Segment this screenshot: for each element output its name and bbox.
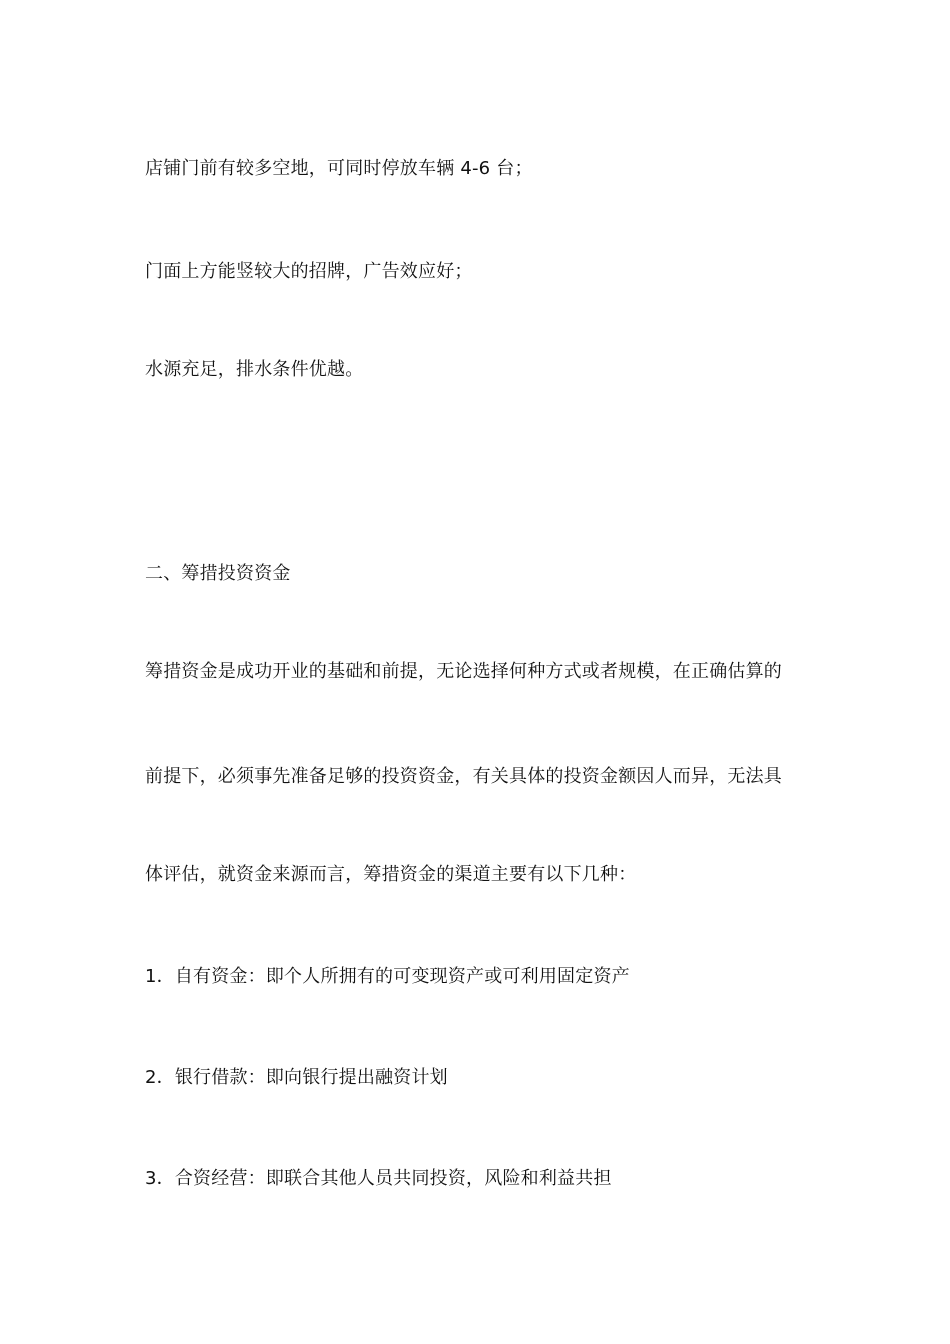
paragraph-line: 前提下，必须事先准备足够的投资资金，有关具体的投资金额因人而异，无法具	[145, 766, 782, 787]
paragraph-line: 体评估，就资金来源而言，筹措资金的渠道主要有以下几种：	[145, 864, 637, 885]
list-item: 2．银行借款：即向银行提出融资计划	[145, 1067, 448, 1088]
text-line-parking: 店铺门前有较多空地，可同时停放车辆 4-6 台；	[145, 158, 533, 179]
text-line-signboard: 门面上方能竖较大的招牌，广告效应好；	[145, 261, 473, 282]
section-heading: 二、筹措投资资金	[145, 563, 291, 584]
text-line-water: 水源充足，排水条件优越。	[145, 359, 364, 380]
list-item: 1．自有资金：即个人所拥有的可变现资产或可利用固定资产	[145, 966, 630, 987]
list-item: 3．合资经营：即联合其他人员共同投资，风险和利益共担	[145, 1168, 612, 1189]
paragraph-line: 筹措资金是成功开业的基础和前提，无论选择何种方式或者规模，在正确估算的	[145, 661, 782, 682]
